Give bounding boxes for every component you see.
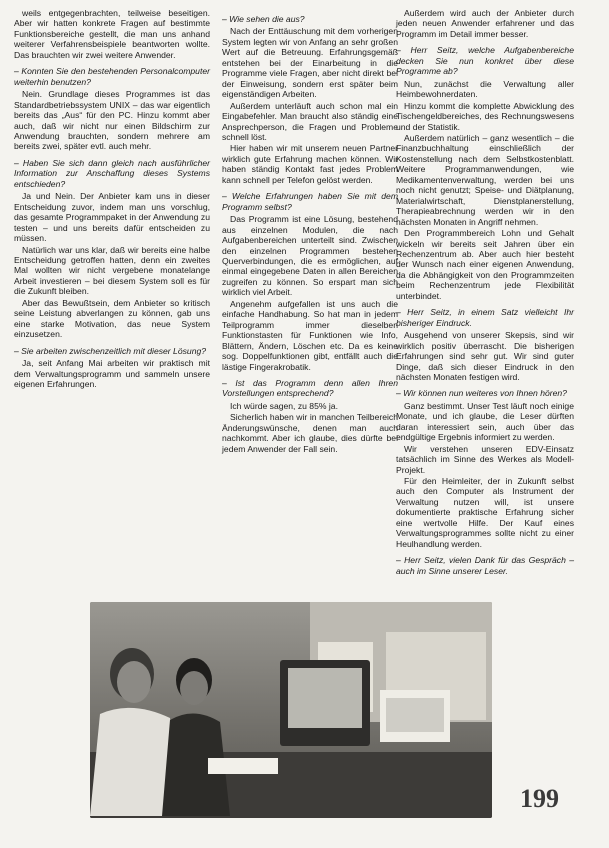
paragraph: Natürlich war uns klar, daß wir bereits eine halbe Entscheidung getroffen hatten, denn ein zweites Mal wollten wir nicht vergebene monatelange Arbeit investieren – bei diesem System soll es für die Zukunft bleiben.	[14, 244, 210, 297]
interview-question: – Wie sehen die aus?	[222, 14, 305, 24]
paragraph: Ich würde sagen, zu 85% ja.	[230, 400, 338, 411]
paragraph: weils entgegenbrachten, teilweise beseitigen. Aber wir hatten konkrete Fragen auf bestimmte Funktionsbereiche gestellt, die man uns anhand weiterer Verfahrensbeispiele beantworten wollte. Das brauchten wir zwei weitere Anwender.	[14, 8, 210, 60]
paragraph: Wir verstehen unseren EDV-Einsatz tatsächlich im Sinne des Werkes als Modell-Projekt.	[396, 443, 574, 475]
paragraph: Angenehm aufgefallen ist uns auch die einfache Handhabung. So hat man in jedem Teilprogramm immer dieselben Funktionstasten für Funktionen wie Info, Blättern, Ändern, Löschen etc. Da es keine sog. Doppelfunktionen gibt, entfällt auch die lästige Fingerakrobatik.	[222, 298, 398, 372]
paragraph: Ganz bestimmt. Unser Test läuft noch einige Monate, und ich glaube, die Leser dürften daran interessiert sein, auch über das endgültige Ergebnis informiert zu werden.	[396, 400, 574, 443]
text-column-2	[222, 8, 398, 455]
paragraph: Das Programm ist eine Lösung, bestehend aus einzelnen Modulen, die nach Aufgabenbereichen unterteilt sind. Zwischen den einzelnen Programmen bestehen Querverbindungen, die es ermöglichen, auf einmal eingegebene Daten in allen Bereichen zugreifen zu können. So erspart man sich wirklich viel Arbeit.	[222, 214, 398, 298]
paragraph: Aber das Bewußtsein, dem Anbieter so kritisch seine Leistung abverlangen zu können, gab uns eine starke Motivation, das neue System einzusetzen.	[14, 297, 210, 340]
paragraph: Außerdem unterläuft auch schon mal ein Eingabefehler. Man braucht also ständig eine Ansprechperson, die Fragen und Probleme schnell löst.	[222, 100, 398, 142]
paragraph: Ausgehend von unserer Skepsis, sind wir wirklich positiv überrascht. Die bisherigen Erfahrungen sind sehr gut. Wir sind guter Dinge, daß sich dieser Eindruck in den nächsten Monaten festigen wird.	[396, 330, 574, 382]
paragraph: Hier haben wir mit unserem neuen Partner wirklich gute Erfahrung machen können. Wir haben ständig Kontakt fast jedes Problem kann schnell per Telefon gelöst werden.	[222, 143, 398, 185]
paragraph: Ja, seit Anfang Mai arbeiten wir praktisch mit dem Verwaltungsprogramm und sammeln unsere eigenen Erfahrungen.	[14, 358, 210, 389]
text-column-3	[396, 8, 574, 578]
paragraph: Nach der Enttäuschung mit dem vorherigen System legten wir von Anfang an sehr großen Wert auf die Betreuung. Erfahrungsgemäß entstehen bei der Einarbeitung in die Programme viele Fragen, aber nicht direkt bei der Einweisung, sondern erst später beim eigenständigen Arbeiten.	[222, 26, 398, 100]
paragraph: Außerdem wird auch der Anbieter durch jeden neuen Anwender erfahrener und das Programm im Detail immer besser.	[396, 8, 574, 39]
paragraph: Hinzu kommt die komplette Abwicklung des Tischengeldbereiches, des Rechnungswesens und der Statistik.	[396, 100, 574, 132]
interview-question: – Herr Seitz, welche Aufgabenbereiche decken Sie nun konkret über diese Programme ab?	[396, 45, 574, 77]
paragraph: Außerdem natürlich – ganz wesentlich – die Finanzbuchhaltung einschließlich der Kostenstellung nach dem Selbstkostenblatt. Weitere Programmanwendungen, wie Medikamentenverwaltung, werden bei uns noch nicht genutzt; Speise- und Diätplanung, Materialwirtschaft, Dienstplanerstellung, Therapieabrechnung werden wir in den nächsten Monaten in Angriff nehmen.	[396, 132, 574, 227]
text-column-1	[14, 8, 210, 390]
office-photo	[90, 602, 492, 818]
interview-question: – Wir können nun weiteres von Ihnen hören?	[396, 388, 567, 399]
paragraph: Sicherlich haben wir in manchen Teilbereich Änderungswünsche, denen man auch nachkommt. Aber ich glaube, dies dürfte bei jedem Anwender der Fall sein.	[222, 412, 398, 454]
page-number: 199	[520, 784, 559, 813]
paragraph: Für den Heimleiter, der in Zukunft selbst auch den Computer als Instrument der Verwaltung nutzen will, ist unsere dokumentierte praktische Erfahrung sicher eine wertvolle Hilfe. Der Kauf eines Verwaltungsprogrammes sollte nicht zu einer Heulhandlung werden.	[396, 476, 574, 549]
interview-question: – Haben Sie sich dann gleich nach ausführlicher Information zur Anschaffung dieses Systems entschieden?	[14, 157, 210, 189]
office-photo-illustration	[90, 602, 492, 818]
interview-question: – Konnten Sie den bestehenden Personalcomputer weiterhin benutzen?	[14, 66, 210, 87]
interview-question: – Herr Seitz, vielen Dank für das Gespräch – auch im Sinne unserer Leser.	[396, 555, 574, 576]
paragraph: Nein. Grundlage dieses Programmes ist das Standardbetriebssystem UNIX – das war eigentlich bereits das „Aus“ für den PC. Hinzu kommt aber auch, daß wir nicht nur einen Bildschirm zur Anwendung brauchten, sondern mehrere am bereits zwei, später evtl. auch mehr.	[14, 89, 210, 152]
paragraph: Nun, zunächst die Verwaltung aller Heimbewohnerdaten.	[396, 78, 574, 100]
paragraph: Ja und Nein. Der Anbieter kam uns in dieser Entscheidung zuvor, indem man uns vorschlug, das gesamte Programmpaket in der Anwendung zu testen – und uns bereits dafür entscheiden zu müssen.	[14, 191, 210, 244]
interview-question: – Sie arbeiten zwischenzeitlich mit dieser Lösung?	[14, 345, 207, 356]
interview-question: – Herr Seitz, in einem Satz vielleicht Ihr bisheriger Eindruck.	[396, 307, 574, 328]
paragraph: Den Programmbereich Lohn und Gehalt wickeln wir bereits seit Jahren über ein Rechenzentrum ab. Aber auch hier besteht der Wunsch nach einer eigenen Anwendung, da die Abhängigkeit von den Programmzeiten beim Rechenzentrum jede Flexibilität unterbindet.	[396, 228, 574, 301]
interview-question: – Welche Erfahrungen haben Sie mit dem Programm selbst?	[222, 191, 398, 212]
interview-question: – Ist das Programm denn allen Ihren Vorstellungen entsprechend?	[222, 377, 398, 399]
